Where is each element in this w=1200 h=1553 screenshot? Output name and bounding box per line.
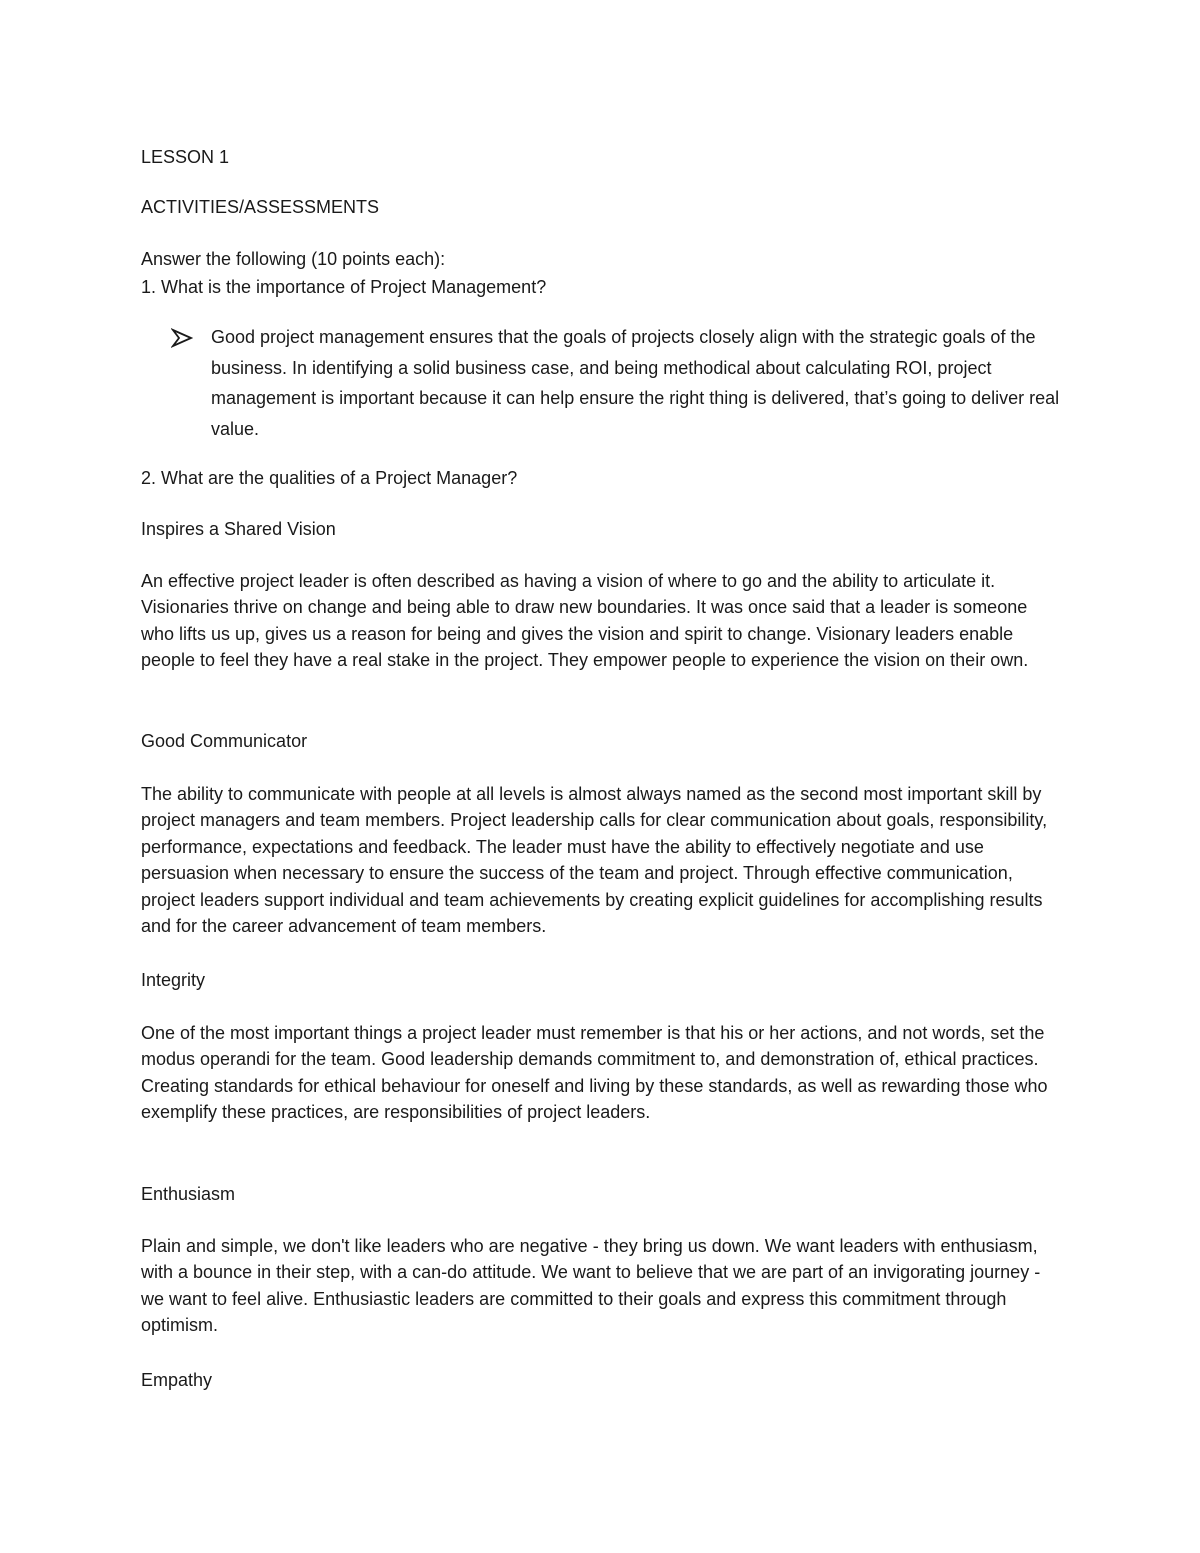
quality-heading-communicator: Good Communicator — [141, 731, 308, 751]
question-2: 2. What are the qualities of a Project Manager? — [141, 468, 518, 488]
quality-heading-enthusiasm: Enthusiasm — [141, 1184, 236, 1204]
quality-text-shared-vision: An effective project leader is often described as having a vision of where to go and the ability to articulate it. Visionaries thrive on change and being able to draw new boundaries. It was once said that a leader is someone who lifts us up, gives us a reason for being and gives the vision and spirit to change. Visionary leaders enable people to feel they have a real stake in the project. They empower people to experience the vision on their own. — [141, 571, 1029, 671]
arrowhead-bullet-icon — [171, 327, 193, 349]
quality-text-enthusiasm: Plain and simple, we don't like leaders who are negative - they bring us down. We want leaders with enthusiasm, with a bounce in their step, with a can-do attitude. We want to believe that we are part of an invigorating journey - we want to feel alive. Enthusiastic leaders are committed to their goals and express this commitment through optimism. — [141, 1236, 1041, 1336]
quality-heading-integrity: Integrity — [141, 970, 206, 990]
section-title: ACTIVITIES/ASSESSMENTS — [141, 197, 380, 217]
quality-text-communicator: The ability to communicate with people at all levels is almost always named as the second most important skill by project managers and team members. Project leadership calls for clear communication about goals, responsibility, performance, expectations and feedback. The leader must have the ability to effectively negotiate and use persuasion when necessary to ensure the success of the team and project. Through effective communication, project leaders support individual and team achievements by creating explicit guidelines for accomplishing results and for the career advancement of team members. — [141, 784, 1048, 937]
quality-text-integrity: One of the most important things a project leader must remember is that his or her actions, and not words, set the modus operandi for the team. Good leadership demands commitment to, and demonstration of, ethical practices. Creating standards for ethical behaviour for oneself and living by these standards, as well as rewarding those who exemplify these practices, are responsibilities of project leaders. — [141, 1023, 1048, 1123]
quality-heading-empathy: Empathy — [141, 1370, 213, 1390]
lesson-title: LESSON 1 — [141, 147, 230, 167]
answer-1-text: Good project management ensures that the goals of projects closely align with the strategic goals of the business. In identifying a solid business case, and being methodical about calculating ROI, project management is important because it can help ensure the right thing is delivered, that’s going to deliver real value. — [211, 327, 1060, 439]
instructions-text: Answer the following (10 points each): — [141, 249, 446, 269]
question-1: 1. What is the importance of Project Management? — [141, 277, 547, 297]
quality-heading-shared-vision: Inspires a Shared Vision — [141, 519, 336, 539]
